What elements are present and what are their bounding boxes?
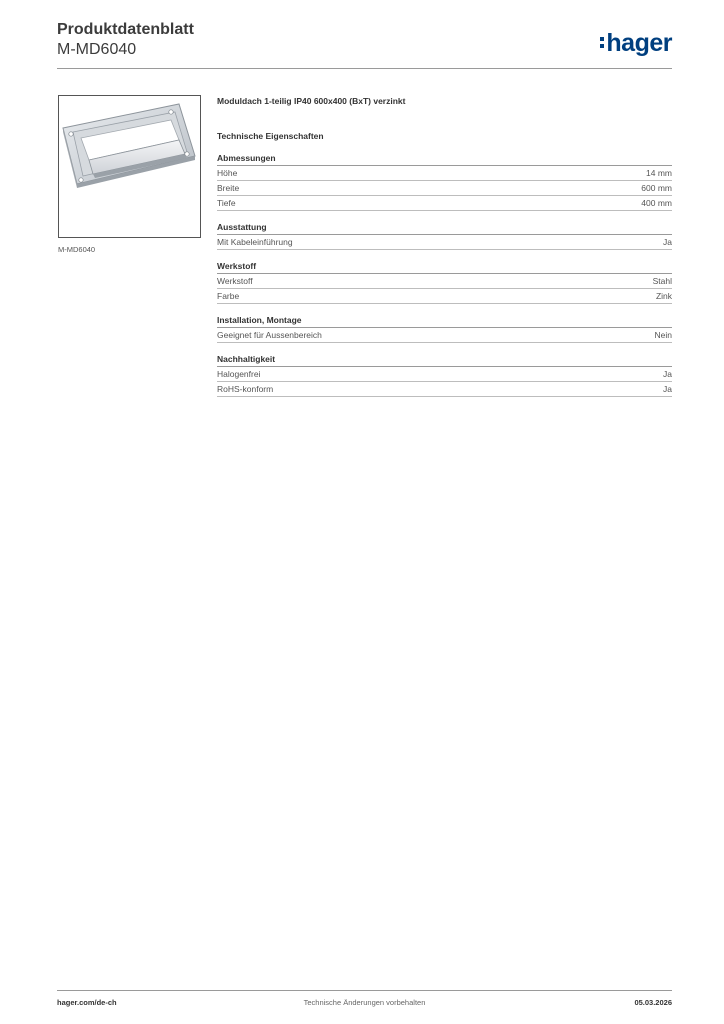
row-value: Ja: [663, 237, 672, 247]
row-label: Mit Kabeleinführung: [217, 237, 293, 247]
row-label: Werkstoff: [217, 276, 253, 286]
spec-group-installation: [217, 314, 672, 343]
product-image: [58, 95, 201, 238]
spec-group-sustainability: [217, 353, 672, 397]
spec-row: [217, 328, 672, 343]
document-header: [57, 20, 672, 70]
group-title: Nachhaltigkeit: [217, 353, 672, 367]
footer-website-link[interactable]: hager.com/de-ch: [57, 998, 117, 1007]
specification-area: [217, 95, 672, 397]
row-label: Tiefe: [217, 198, 236, 208]
spec-row: [217, 235, 672, 250]
spec-row: [217, 367, 672, 382]
image-caption: M-MD6040: [58, 245, 96, 254]
row-value: Stahl: [652, 276, 672, 286]
group-title: Werkstoff: [217, 260, 672, 274]
product-name: Moduldach 1-teilig IP40 600x400 (BxT) verzinkt: [217, 96, 406, 106]
header-divider: [57, 68, 672, 69]
row-value: Ja: [663, 369, 672, 379]
row-label: Höhe: [217, 168, 238, 178]
row-label: Geeignet für Aussenbereich: [217, 330, 322, 340]
spec-group-material: [217, 260, 672, 304]
spec-group-dimensions: [217, 152, 672, 211]
group-title: Ausstattung: [217, 221, 672, 235]
spec-row: [217, 166, 672, 181]
row-value: 14 mm: [646, 168, 672, 178]
row-label: Breite: [217, 183, 240, 193]
spec-row: [217, 274, 672, 289]
row-label: Halogenfrei: [217, 369, 261, 379]
logo-text: hager: [606, 29, 672, 57]
spec-row: [217, 382, 672, 397]
row-label: Farbe: [217, 291, 240, 301]
row-value: Nein: [654, 330, 672, 340]
row-label: RoHS-konform: [217, 384, 274, 394]
spec-row: [217, 181, 672, 196]
row-value: Zink: [655, 291, 672, 301]
row-value: 600 mm: [641, 183, 672, 193]
footer-date: 05.03.2026: [634, 998, 672, 1007]
spec-group-equipment: [217, 221, 672, 250]
technical-properties-heading: Technische Eigenschaften: [217, 131, 324, 141]
logo-dots-icon: [600, 34, 604, 51]
document-footer: [57, 998, 672, 1010]
brand-logo: [600, 30, 672, 56]
document-title: Produktdatenblatt: [57, 21, 194, 38]
row-value: 400 mm: [641, 198, 672, 208]
document-subtitle: M-MD6040: [57, 41, 137, 58]
spec-row: [217, 289, 672, 304]
spec-row: [217, 196, 672, 211]
roof-module-illustration-icon: [59, 96, 200, 237]
footer-disclaimer: Technische Änderungen vorbehalten: [303, 998, 426, 1007]
footer-divider: [57, 990, 672, 991]
group-title: Abmessungen: [217, 152, 672, 166]
row-value: Ja: [663, 384, 672, 394]
group-title: Installation, Montage: [217, 314, 672, 328]
